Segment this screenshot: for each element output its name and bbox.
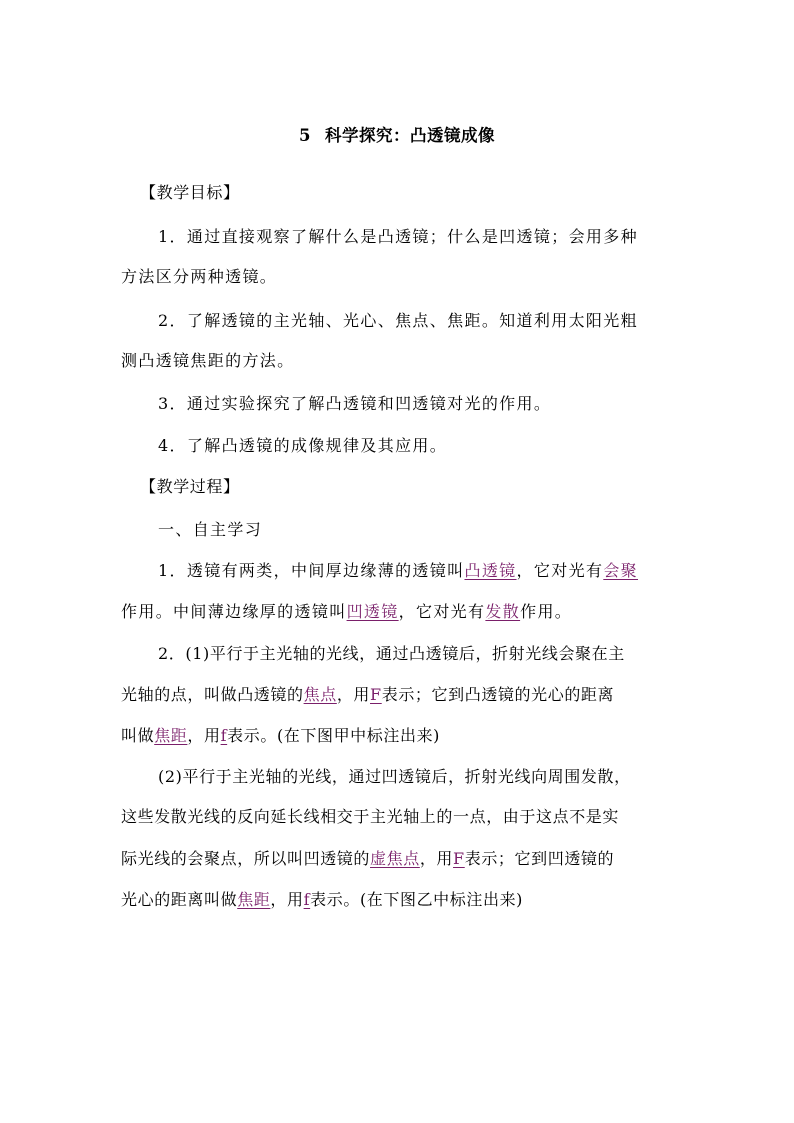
q3-line2: 这些发散光线的反向延长线相交于主光轴上的一点，由于这点不是实 <box>121 807 620 826</box>
q2-answer-F: F <box>370 685 382 704</box>
objective-2-line1: 2．了解透镜的主光轴、光心、焦点、焦距。知道利用太阳光粗 <box>158 311 638 330</box>
objective-3: 3．通过实验探究了解凸透镜和凹透镜对光的作用。 <box>158 394 552 413</box>
q1-text-c: 作用。中间薄边缘厚的透镜叫 <box>121 602 347 621</box>
objective-2-line2: 测凸透镜焦距的方法。 <box>121 351 295 370</box>
q2-text-c: ，用 <box>336 685 371 704</box>
q3-text-c: 表示；它到凹透镜的 <box>464 849 615 868</box>
q1-answer-concave-lens: 凹透镜 <box>346 602 399 621</box>
q1-line1 <box>158 560 638 582</box>
q3-line1: (2)平行于主光轴的光线，通过凹透镜后，折射光线向周围发散， <box>158 767 631 786</box>
q2-text-f: ，用 <box>187 726 221 745</box>
q1-answer-diverge: 发散 <box>485 602 521 621</box>
page-title <box>0 122 794 146</box>
q1-text-e: 作用。 <box>520 602 573 621</box>
q3-line3 <box>121 848 614 870</box>
section-self-study: 一、自主学习 <box>158 520 263 539</box>
q2-answer-focus: 焦点 <box>303 685 337 704</box>
q2-text-g: 表示。(在下图甲中标注出来) <box>227 726 441 745</box>
q2-text-d: 表示；它到凸透镜的光心的距离 <box>381 685 615 704</box>
q3-text-f: 表示。(在下图乙中标注出来) <box>310 890 524 909</box>
q1-text-a: 1．透镜有两类，中间厚边缘薄的透镜叫 <box>158 561 465 580</box>
q2-line2 <box>121 684 614 706</box>
q2-line1: 2．(1)平行于主光轴的光线，通过凸透镜后，折射光线会聚在主 <box>158 644 625 663</box>
q2-answer-f: f <box>220 726 228 745</box>
q2-text-b: 光轴的点，叫做凸透镜的 <box>121 685 304 704</box>
q3-answer-focal-length: 焦距 <box>237 890 271 909</box>
q1-answer-convex-lens: 凸透镜 <box>464 561 517 580</box>
process-heading: 【教学过程】 <box>140 477 240 496</box>
objective-4: 4．了解凸透镜的成像规律及其应用。 <box>158 436 448 455</box>
q1-text-b: ，它对光有 <box>516 561 604 580</box>
q1-text-d: ，它对光有 <box>398 602 486 621</box>
q2-line3 <box>121 725 440 747</box>
q3-text-a: 际光线的会聚点，所以叫凹透镜的 <box>121 849 371 868</box>
q3-text-e: ，用 <box>270 890 304 909</box>
title-text: 科学探究：凸透镜成像 <box>324 126 495 145</box>
objective-1-line1: 1．通过直接观察了解什么是凸透镜；什么是凹透镜；会用多种 <box>158 227 638 246</box>
objective-1-line2: 方法区分两种透镜。 <box>121 267 278 286</box>
objectives-heading: 【教学目标】 <box>140 183 240 202</box>
q3-answer-F: F <box>453 849 465 868</box>
q3-text-d: 光心的距离叫做 <box>121 890 238 909</box>
q1-answer-converge: 会聚 <box>603 561 639 580</box>
q3-text-b: ，用 <box>419 849 454 868</box>
q1-line2 <box>121 601 572 623</box>
q2-text-e: 叫做 <box>121 726 155 745</box>
q3-answer-virtual-focus: 虚焦点 <box>370 849 420 868</box>
q2-answer-focal-length: 焦距 <box>154 726 188 745</box>
title-number: 5 <box>299 126 311 145</box>
q3-answer-f: f <box>303 890 311 909</box>
q3-line4 <box>121 889 523 911</box>
